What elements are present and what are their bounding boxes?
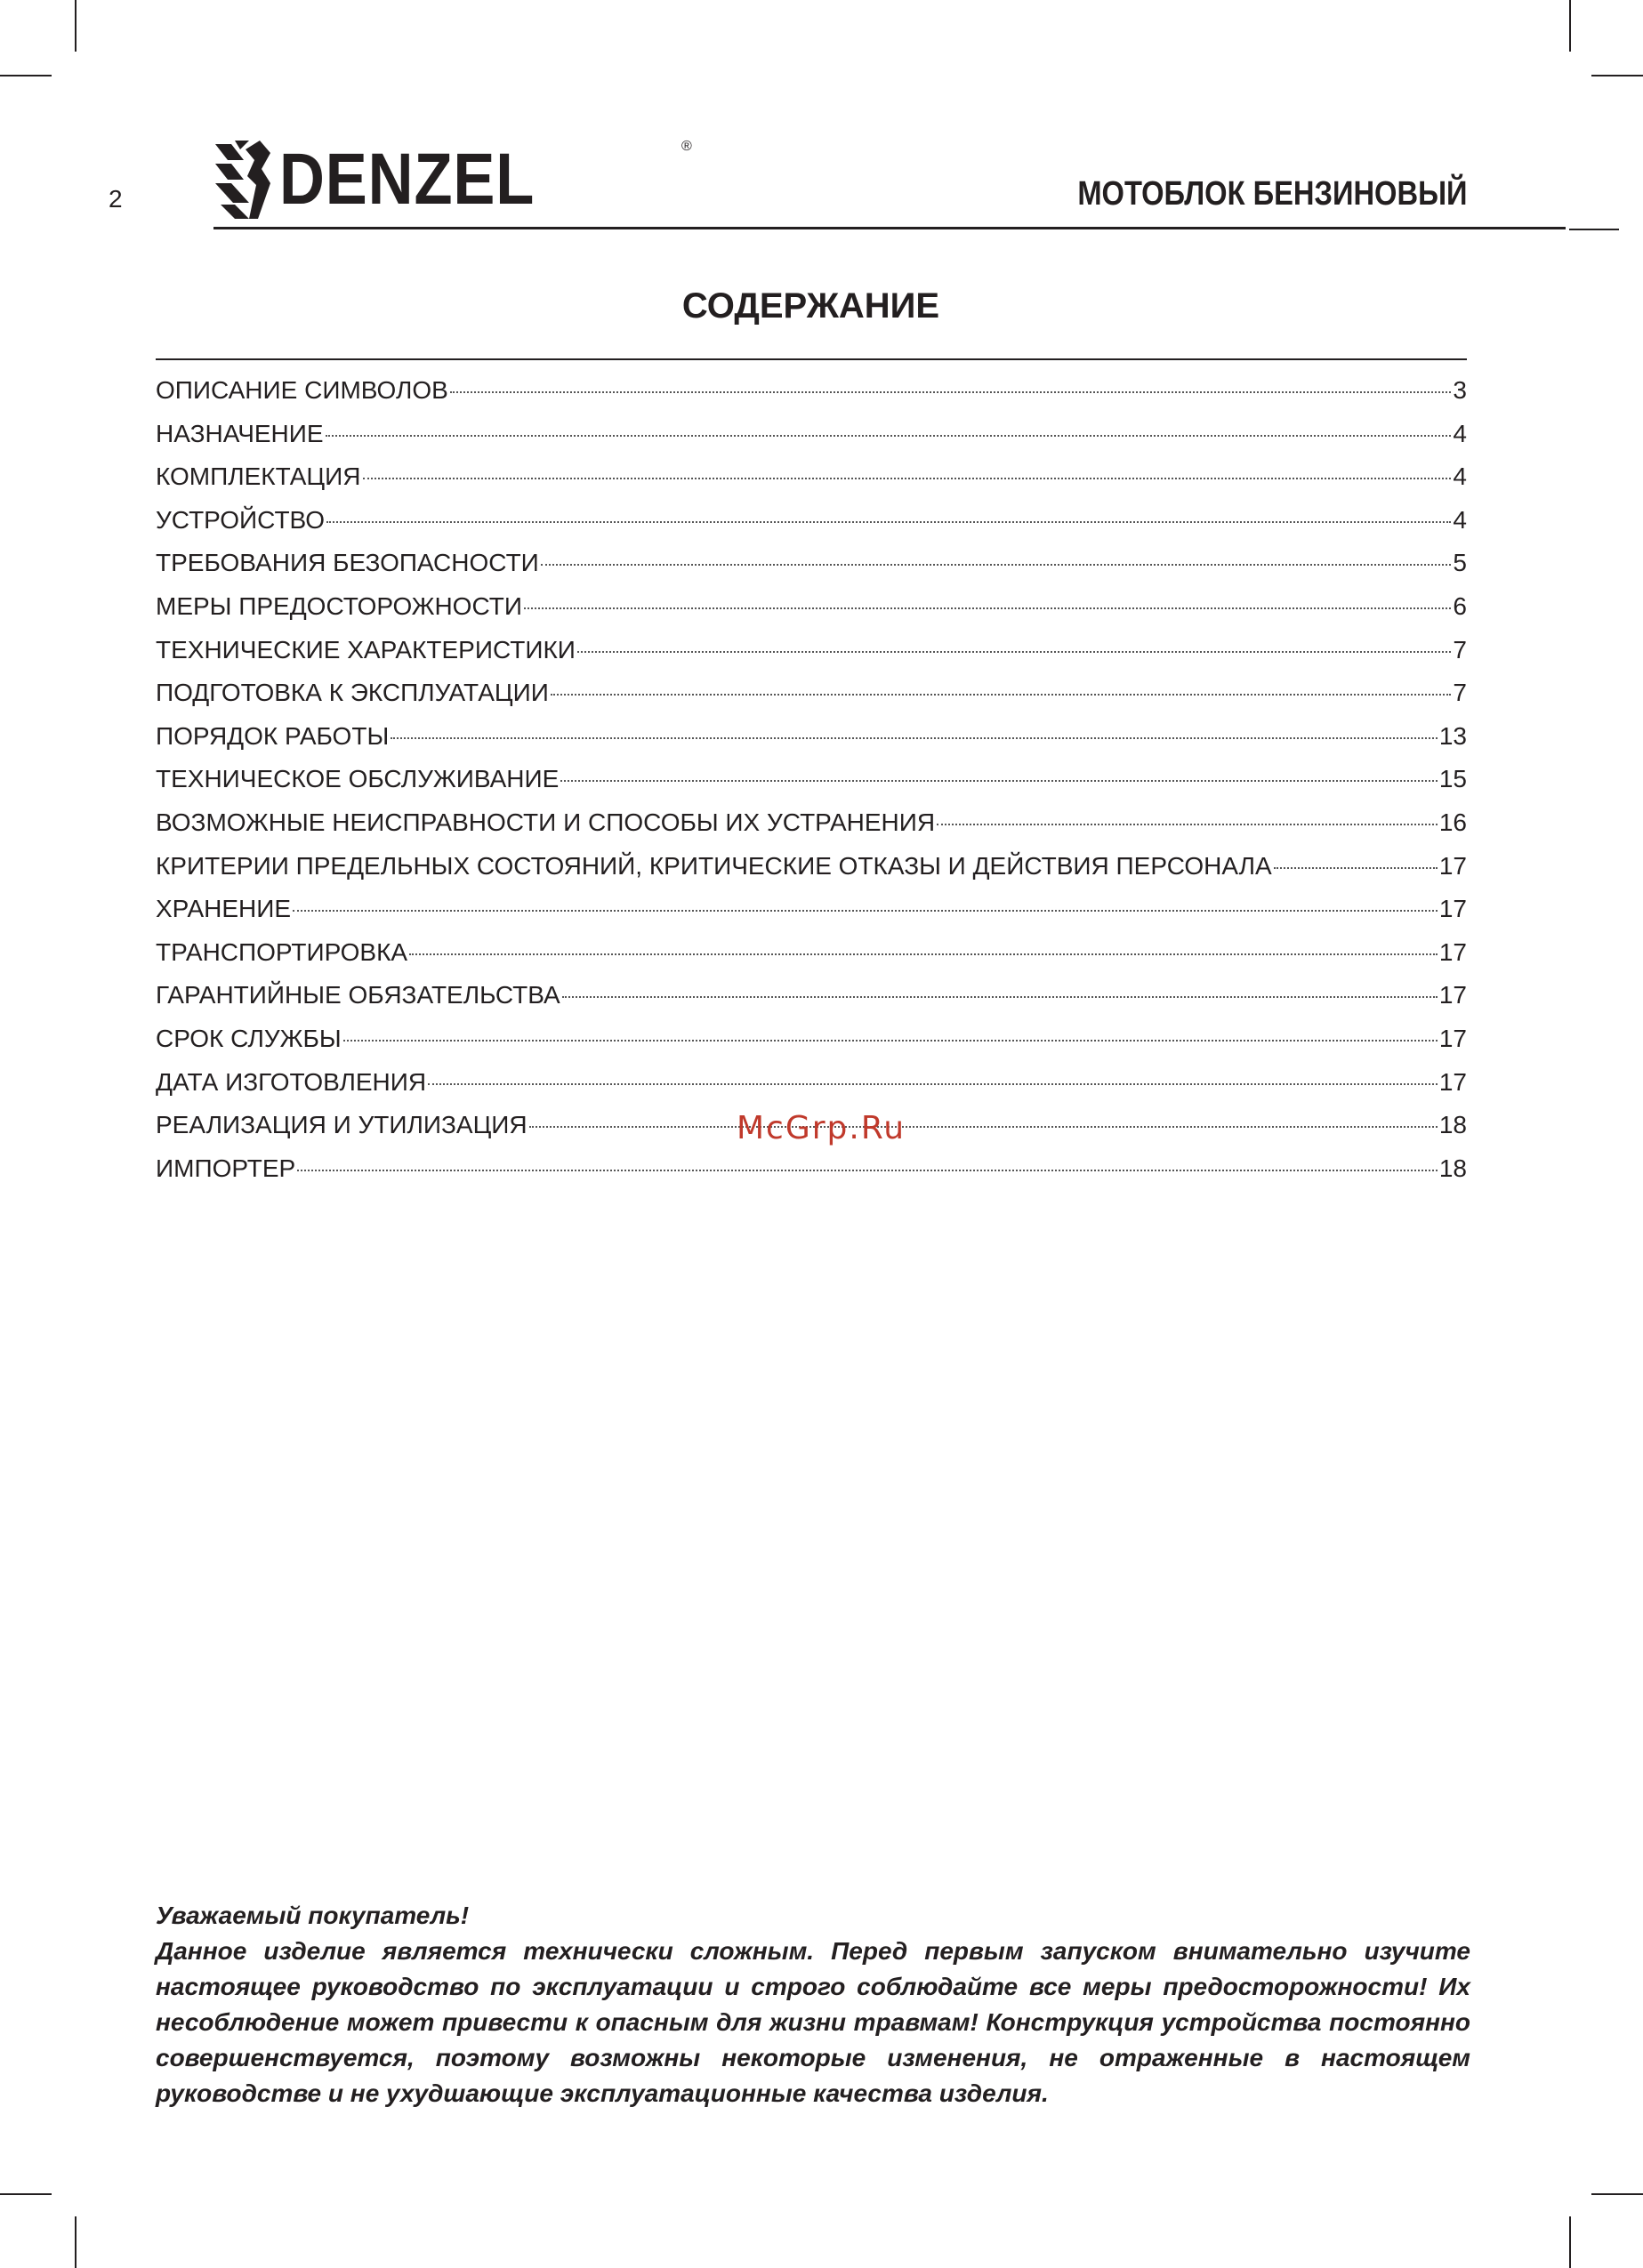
toc-entry[interactable]: [156, 542, 1467, 585]
toc-entry[interactable]: [156, 629, 1467, 672]
toc-entry[interactable]: [156, 1147, 1467, 1191]
brand-logo: [213, 139, 692, 220]
toc-entry[interactable]: [156, 758, 1467, 801]
toc-entry-label: ТРЕБОВАНИЯ БЕЗОПАСНОСТИ: [156, 549, 539, 577]
toc-entry[interactable]: [156, 672, 1467, 715]
toc-heading: СОДЕРЖАНИЕ: [681, 286, 940, 326]
toc-entry-label: КОМПЛЕКТАЦИЯ: [156, 462, 361, 491]
dot-leader: [297, 1170, 1438, 1171]
toc-entry-page: 17: [1438, 1024, 1467, 1052]
registered-mark: ®: [681, 139, 692, 154]
toc-entry[interactable]: [156, 931, 1467, 975]
toc-entry-label: ВОЗМОЖНЫЕ НЕИСПРАВНОСТИ И СПОСОБЫ ИХ УСТРАНЕНИЯ: [156, 808, 936, 836]
toc-entry-label: ТЕХНИЧЕСКИЕ ХАРАКТЕРИСТИКИ: [156, 635, 576, 664]
toc-entry-page: 7: [1453, 679, 1467, 707]
lion-head-stripes-icon: [213, 141, 272, 219]
toc-entry-page: 4: [1453, 419, 1467, 447]
dot-leader: [541, 564, 1452, 566]
dot-leader: [409, 953, 1438, 955]
toc-entry[interactable]: [156, 845, 1467, 889]
crop-mark: [75, 0, 77, 52]
crop-mark: [1591, 75, 1643, 76]
toc-entry-page: 13: [1438, 721, 1467, 750]
toc-entry[interactable]: [156, 585, 1467, 629]
toc-entry-page: 15: [1438, 765, 1467, 793]
toc-entry-label: ХРАНЕНИЕ: [156, 895, 292, 923]
brand-name: DENZEL: [279, 139, 536, 220]
dot-leader: [551, 694, 1452, 696]
dot-leader: [391, 737, 1438, 739]
toc-entry-label: ПОДГОТОВКА К ЭКСПЛУАТАЦИИ: [156, 679, 549, 707]
dot-leader: [450, 391, 1452, 393]
dot-leader: [363, 478, 1452, 479]
toc-entry-label: ПОРЯДОК РАБОТЫ: [156, 721, 390, 750]
toc-entry-page: 17: [1438, 937, 1467, 966]
toc-entry-label: РЕАЛИЗАЦИЯ И УТИЛИЗАЦИЯ: [156, 1111, 528, 1139]
dot-leader: [577, 651, 1451, 653]
crop-mark: [1591, 2193, 1643, 2195]
dot-leader: [529, 1126, 1438, 1128]
toc-entry[interactable]: [156, 455, 1467, 499]
toc-entry-label: ГАРАНТИЙНЫЕ ОБЯЗАТЕЛЬСТВА: [156, 981, 560, 1009]
toc-entry-label: УСТРОЙСТВО: [156, 505, 326, 534]
toc-entry[interactable]: [156, 801, 1467, 845]
toc-entry-label: НАЗНАЧЕНИЕ: [156, 419, 324, 447]
toc-entry-page: 18: [1438, 1154, 1467, 1182]
toc-entry-page: 17: [1438, 1067, 1467, 1096]
toc-entry-label: ИМПОРТЕР: [156, 1154, 296, 1182]
toc-entry-page: 17: [1438, 981, 1467, 1009]
dot-leader: [293, 910, 1438, 912]
header-divider: [213, 227, 1566, 229]
crop-mark: [75, 2216, 77, 2268]
toc-entry-page: 17: [1438, 895, 1467, 923]
page-number: 2: [109, 185, 123, 213]
toc-entry-page: 3: [1453, 376, 1467, 404]
dot-leader: [326, 521, 1451, 523]
crop-mark: [1569, 229, 1619, 230]
document-title: МОТОБЛОК БЕНЗИНОВЫЙ: [1077, 175, 1468, 213]
toc-entry[interactable]: [156, 413, 1467, 456]
toc-entry[interactable]: [156, 1017, 1467, 1061]
toc-entry[interactable]: [156, 499, 1467, 543]
toc-entry-label: МЕРЫ ПРЕДОСТОРОЖНОСТИ: [156, 591, 522, 620]
toc-entry[interactable]: [156, 369, 1467, 413]
crop-mark: [1569, 2216, 1571, 2268]
toc-entry-page: 7: [1453, 635, 1467, 664]
dot-leader: [937, 824, 1438, 825]
dot-leader: [343, 1040, 1438, 1042]
toc-list: [156, 358, 1467, 1190]
toc-entry-label: ОПИСАНИЕ СИМВОЛОВ: [156, 376, 448, 404]
dot-leader: [1274, 867, 1438, 869]
toc-entry-label: СРОК СЛУЖБЫ: [156, 1024, 342, 1052]
toc-entry-page: 18: [1438, 1111, 1467, 1139]
toc-entry-page: 5: [1453, 549, 1467, 577]
toc-entry-label: ТЕХНИЧЕСКОЕ ОБСЛУЖИВАНИЕ: [156, 765, 560, 793]
dot-leader: [428, 1083, 1438, 1085]
crop-mark: [0, 75, 52, 76]
dot-leader: [562, 996, 1438, 998]
toc-entry-label: ДАТА ИЗГОТОВЛЕНИЯ: [156, 1067, 427, 1096]
toc-entry-page: 17: [1438, 851, 1467, 880]
crop-mark: [1569, 0, 1571, 52]
crop-mark: [0, 2193, 52, 2195]
toc-entry-page: 4: [1453, 462, 1467, 491]
notice-text: Данное изделие является технически сложным. Перед первым запуском внимательно изучите настоящее руководство по эксплуатации и строго соблюдайте все меры предосторожности! Их несоблюдение может привести к опасным для жизни травмам! Конструкция устройства постоянно совершенствуется, поэтому возможны некоторые изменения, не отраженные в настоящем руководстве и не ухудшающие эксплуатационные качества изделия.: [156, 1937, 1470, 2107]
toc-entry[interactable]: [156, 888, 1467, 931]
toc-entry[interactable]: [156, 974, 1467, 1017]
toc-entry[interactable]: [156, 1061, 1467, 1105]
toc-entry[interactable]: [156, 715, 1467, 759]
toc-entry-page: 6: [1453, 591, 1467, 620]
notice-greeting: Уважаемый покупатель!: [156, 1902, 470, 1929]
dot-leader: [524, 607, 1451, 609]
dot-leader: [326, 435, 1452, 437]
toc-entry-label: КРИТЕРИИ ПРЕДЕЛЬНЫХ СОСТОЯНИЙ, КРИТИЧЕСКИЕ ОТКАЗЫ И ДЕЙСТВИЯ ПЕРСОНАЛА: [156, 851, 1272, 880]
customer-notice: [156, 1898, 1470, 2111]
dot-leader: [560, 780, 1438, 782]
toc-entry-page: 16: [1438, 808, 1467, 836]
watermark: McGrp.Ru: [737, 1110, 906, 1146]
toc-entry-page: 4: [1453, 505, 1467, 534]
toc-entry-label: ТРАНСПОРТИРОВКА: [156, 937, 408, 966]
